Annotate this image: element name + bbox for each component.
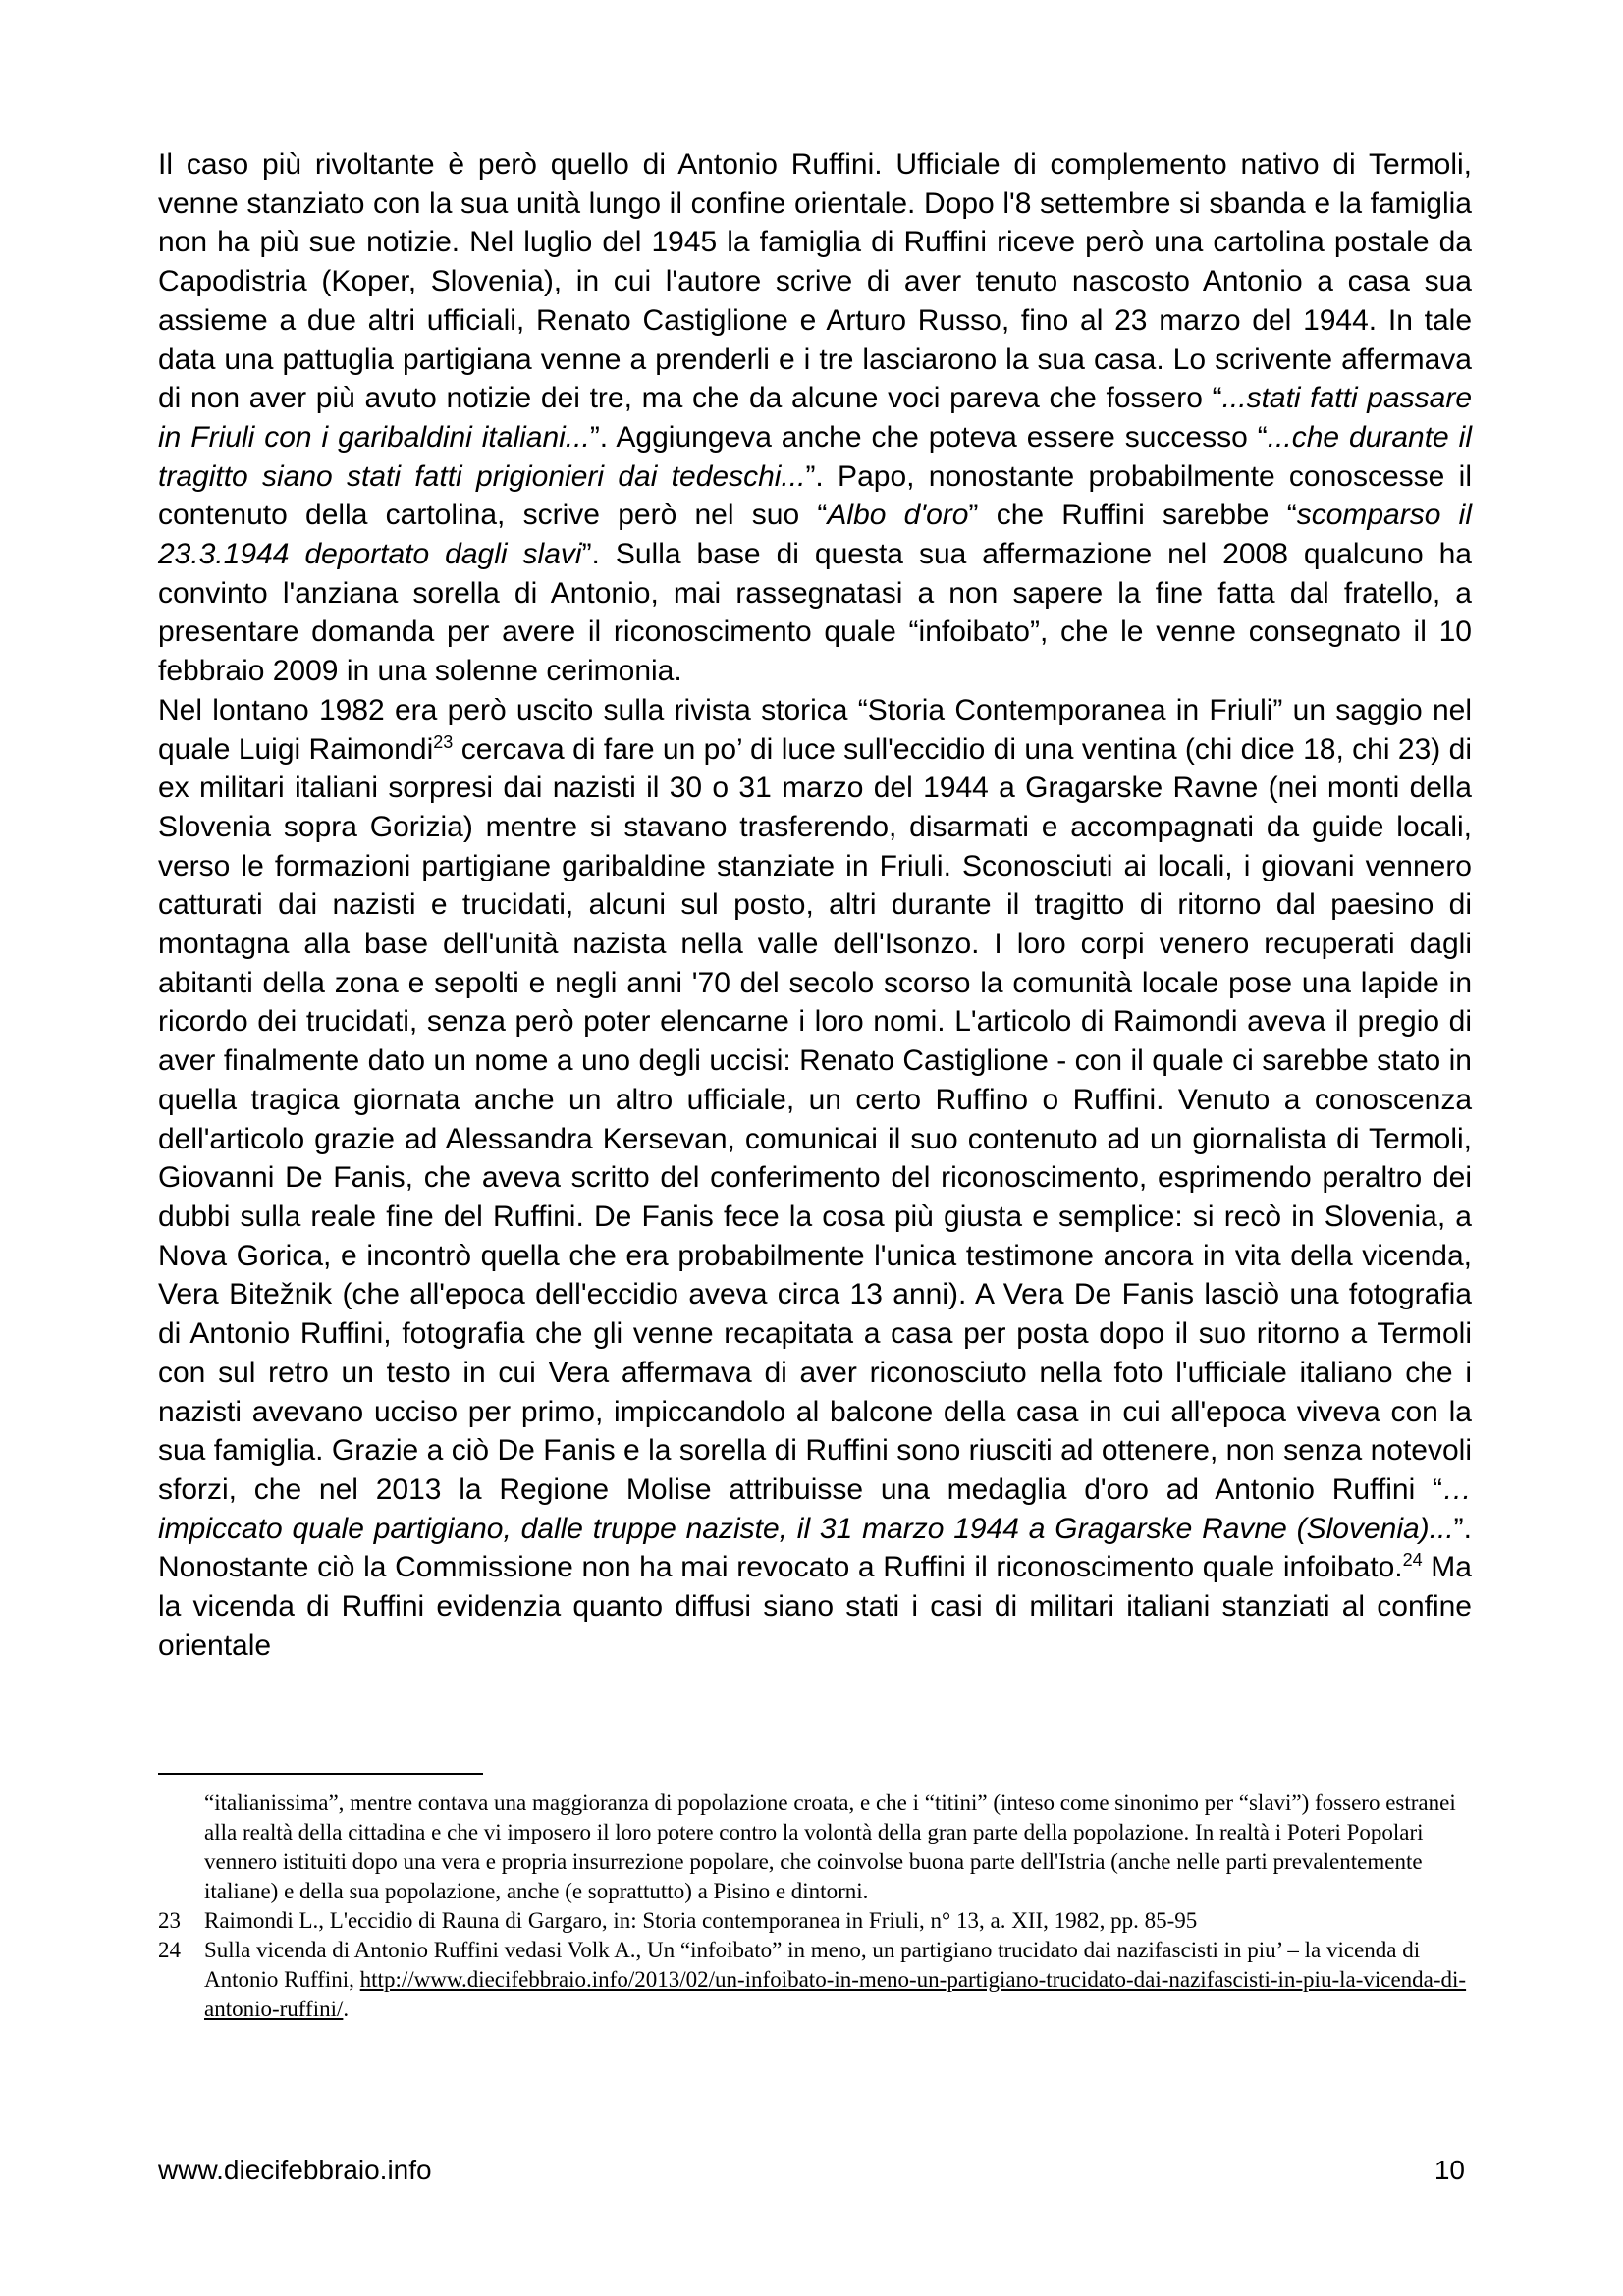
quote-tedeschi: ...che durante il tragitto siano stati fatti prigionieri dai tedeschi... (158, 420, 1472, 493)
footnote-ref-23[interactable]: 23 (433, 731, 454, 752)
footnote-continuation: “italianissima”, mentre contava una maggioranza di popolazione croata, e che i “titini” (inteso come sinonimo per “slavi”) fossero estranei alla realtà della cittadina e che vi imposero il loro potere contro la volontà della gran parte della popolazione. In realtà i Poteri Popolari vennero istituiti dopo una vera e propria insurrezione popolare, che coinvolse buona parte dell'Istria (anche nelle parti prevalentemente italiane) e della sua popolazione, anche (e soprattutto) a Pisino e dintorni. (204, 1790, 1456, 1903)
footnote-24: 24 Sulla vicenda di Antonio Ruffini vedasi Volk A., Un “infoibato” in meno, un partigiano trucidato dai nazifascisti in piu’ – la vicenda di Antonio Ruffini, http://www.diecifebbraio.info/2013/02/un-infoibato-in-meno-un-partigiano-trucidato-dai-nazifascisti-in-piu-la-vicenda-di-antonio-ruffini/. (158, 1938, 1467, 2021)
footnote-23: 23 Raimondi L., L'eccidio di Rauna di Gargaro, in: Storia contemporanea in Friuli, n° 13, a. XII, 1982, pp. 85-95 (158, 1906, 1474, 1936)
footnote-ref-24[interactable]: 24 (1402, 1550, 1423, 1571)
quote-impiccato: … impiccato quale partigiano, dalle truppe naziste, il 31 marzo 1944 a Gragarske Ravne (Slovenia)... (158, 1472, 1472, 1545)
footnote-number: 24 (158, 1938, 181, 1962)
page-number: 10 (1434, 2155, 1465, 2185)
article-link[interactable]: http://www.diecifebbraio.info/2013/02/un-infoibato-in-meno-un-partigiano-trucidato-dai-nazifascisti-in-piu-la-vicenda-di-antonio-ruffini/ (204, 1967, 1467, 2021)
quote-scomparso: scomparso il 23.3.1944 deportato dagli slavi (158, 499, 1472, 571)
quote-friuli: ...stati fatti passare in Friuli con i garibaldini italiani... (158, 382, 1472, 454)
footnote-number: 23 (158, 1908, 181, 1933)
albo-doro-title: Albo d'oro (827, 499, 969, 532)
footnotes (158, 1789, 1474, 2024)
paragraph-ruffini: Il caso più rivoltante è però quello di Antonio Ruffini. Ufficiale di complemento nativo di Termoli, venne stanziato con la sua unità lungo il confine orientale. Dopo l'8 settembre si sbanda e la famiglia non ha più sue notizie. Nel luglio del 1945 la famiglia di Ruffini riceve però una cartolina postale da Capodistria (Koper, Slovenia), in cui l'autore scrive di aver tenuto nascosto Antonio a casa sua assieme a due altri ufficiali, Renato Castiglione e Arturo Russo, fino al 23 marzo del 1944. In tale data una pattuglia partigiana venne a prenderli e i tre lasciarono la sua casa. Lo scrivente affermava di non aver più avuto notizie dei tre, ma che da alcune voci pareva che fossero “...stati fatti passare in Friuli con i garibaldini italiani...”. Aggiungeva anche che poteva essere successo “...che durante il tragitto siano stati fatti prigionieri dai tedeschi...”. Papo, nonostante probabilmente conoscesse il contenuto della cartolina, scrive però nel suo “Albo d'oro” che Ruffini sarebbe “scomparso il 23.3.1944 deportato dagli slavi”. Sulla base di questa sua affermazione nel 2008 qualcuno ha convinto l'anziana sorella di Antonio, mai rassegnatasi a non sapere la fine fatta dal fratello, a presentare domanda per avere il riconoscimento quale “infoibato”, che le venne consegnato il 10 febbraio 2009 in una solenne cerimonia. (158, 148, 1472, 688)
body-text (158, 145, 1472, 1665)
footnote-separator (158, 1773, 483, 1775)
footer-website: www.diecifebbraio.info (158, 2155, 432, 2185)
paragraph-raimondi: Nel lontano 1982 era però uscito sulla rivista storica “Storia Contemporanea in Friuli” un saggio nel quale Luigi Raimondi$^{23}$ cercava di fare un po’ di luce sull'eccidio di una ventina (chi dice 18, chi 23) di ex militari italiani sorpresi dai nazisti il 30 o 31 marzo del 1944 a Gragarske Ravne (nei monti della Slovenia sopra Gorizia) mentre si stavano trasferendo, disarmati e accompagnati da guide locali, verso le formazioni partigiane garibaldine stanziate in Friuli. Sconosciuti ai locali, i giovani vennero catturati dai nazisti e trucidati, alcuni sul posto, altri durante il tragitto di ritorno dal paesino di montagna alla base dell'unità nazista nella valle dell'Isonzo. I loro corpi venero recuperati dagli abitanti della zona e sepolti e negli anni '70 del secolo scorso la comunità locale pose una lapide in ricordo dei trucidati, senza però poter elencarne i loro nomi. L'articolo di Raimondi aveva il pregio di aver finalmente dato un nome a uno degli uccisi: Renato Castiglione - con il quale ci sarebbe stato in quella tragica giornata anche un altro ufficiale, un certo Ruffino o Ruffini. Venuto a conoscenza dell'articolo grazie ad Alessandra Kersevan, comunicai il suo contenuto ad un giornalista di Termoli, Giovanni De Fanis, che aveva scritto del conferimento del riconoscimento, esprimendo peraltro dei dubbi sulla reale fine del Ruffini. De Fanis fece la cosa più giusta e semplice: si recò in Slovenia, a Nova Gorica, e incontrò quella che era probabilmente l'unica testimone ancora in vita della vicenda, Vera Bitežnik (che all'epoca dell'eccidio aveva circa 13 anni). A Vera De Fanis lasciò una fotografia di Antonio Ruffini, fotografia che gli venne recapitata a casa per posta dopo il suo ritorno a Termoli con sul retro un testo in cui Vera affermava di aver riconosciuto nella foto l'ufficiale italiano che i nazisti avevano ucciso per primo, impiccandolo al balcone della casa in cui all'epoca viveva con la sua famiglia. Grazie a ciò De Fanis e la sorella di Ruffini sono riusciti ad ottenere, non senza notevoli sforzi, che nel 2013 la Regione Molise attribuisse una medaglia d'oro ad Antonio Ruffini “… impiccato quale partigiano, dalle truppe naziste, il 31 marzo 1944 a Gragarske Ravne (Slovenia)...”. Nonostante ciò la Commissione non ha mai revocato a Ruffini il riconoscimento quale infoibato.$^{24}$ Ma la vicenda di Ruffini evidenzia quanto diffusi siano stati i casi di militari italiani stanziati al confine orientale (158, 693, 1472, 1662)
